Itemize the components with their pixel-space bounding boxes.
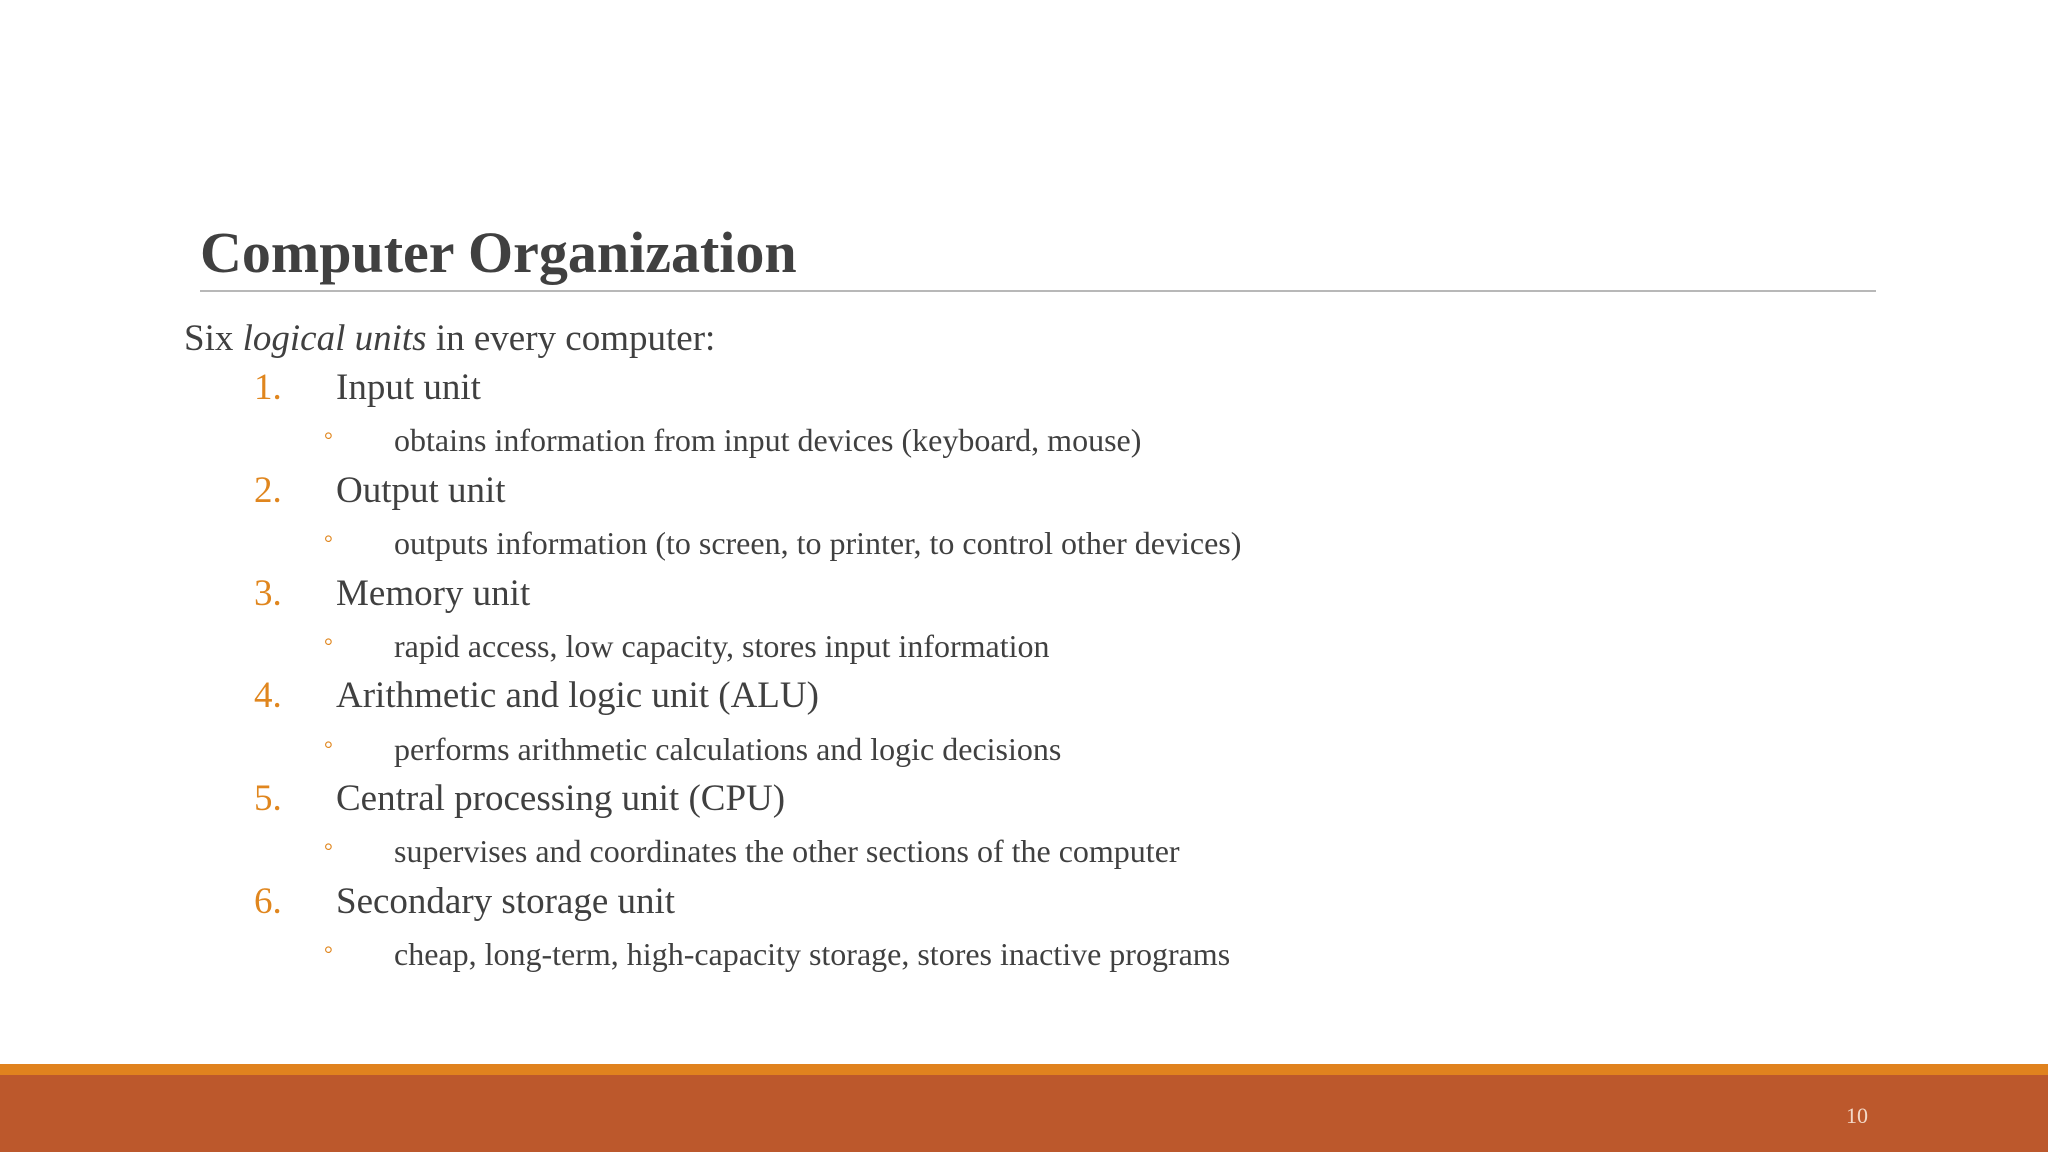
sub-bullet-icon: ° <box>324 633 333 658</box>
slide-title: Computer Organization <box>200 220 797 285</box>
list-item-number: 4. <box>254 675 282 716</box>
list-item-number: 6. <box>254 881 282 922</box>
title-divider <box>200 290 1876 292</box>
sub-bullet-icon: ° <box>324 427 333 452</box>
sub-bullet-icon: ° <box>324 941 333 966</box>
list-item-label: Arithmetic and logic unit (ALU) <box>336 675 819 716</box>
page-number: 10 <box>1846 1103 1868 1128</box>
list-item-detail: cheap, long-term, high-capacity storage, stores inactive programs <box>394 936 1231 972</box>
list-item-detail: supervises and coordinates the other sections of the computer <box>394 833 1180 869</box>
list-item-detail: obtains information from input devices (keyboard, mouse) <box>394 422 1142 458</box>
list-item-label: Secondary storage unit <box>336 881 676 922</box>
list-item-label: Memory unit <box>336 573 531 614</box>
list-item-detail: outputs information (to screen, to printer, to control other devices) <box>394 525 1242 561</box>
footer-bar <box>0 1075 2048 1152</box>
intro-line <box>184 316 715 362</box>
list-item-detail: performs arithmetic calculations and logic decisions <box>394 731 1062 767</box>
intro-suffix: in every computer: <box>426 318 716 359</box>
list-item-number: 1. <box>254 367 282 408</box>
sub-bullet-icon: ° <box>324 736 333 761</box>
list-item-label: Output unit <box>336 470 506 511</box>
list-item-label: Input unit <box>336 367 481 408</box>
sub-bullet-icon: ° <box>324 530 333 555</box>
list-item-number: 5. <box>254 778 282 819</box>
intro-emphasis: logical units <box>242 318 427 359</box>
intro-prefix: Six <box>184 318 243 359</box>
list-item-detail: rapid access, low capacity, stores input information <box>394 628 1050 664</box>
sub-bullet-icon: ° <box>324 838 333 863</box>
list-item-label: Central processing unit (CPU) <box>336 778 786 819</box>
footer-accent-stripe <box>0 1064 2048 1075</box>
list-item-number: 3. <box>254 573 282 614</box>
list-item-number: 2. <box>254 470 282 511</box>
